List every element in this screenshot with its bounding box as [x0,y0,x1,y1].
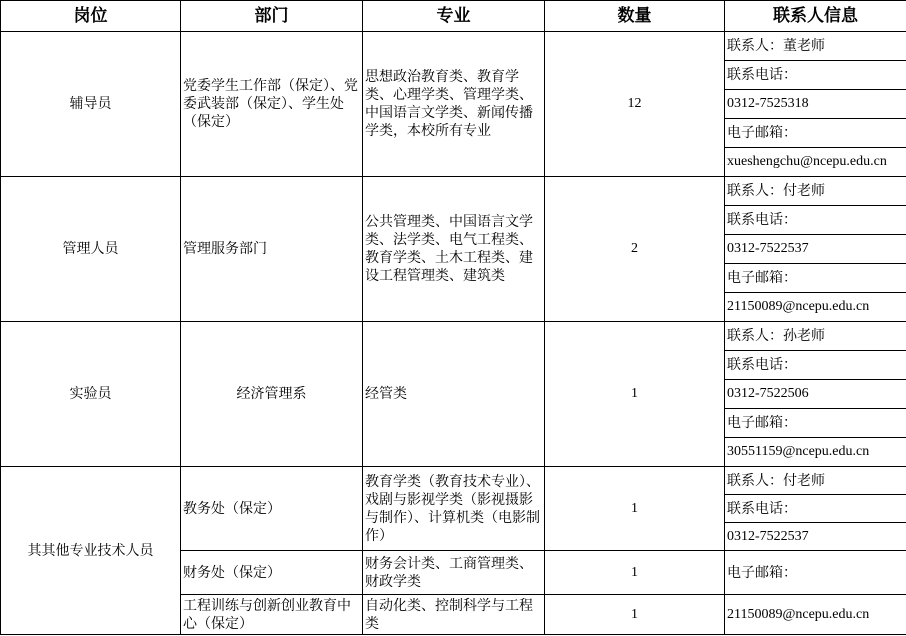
contact-person: 联系人：付老师 [725,177,906,206]
position-cell: 辅导员 [1,32,181,177]
phone-label: 联系电话： [725,495,906,523]
header-position: 岗位 [1,1,181,32]
major-cell: 教育学类（教育技术专业）、戏剧与影视学类（影视摄影与制作）、计算机类（电影制作） [363,467,545,551]
count-cell: 1 [545,467,725,551]
table-row [1,322,906,351]
count-cell: 1 [545,322,725,467]
count-cell: 1 [545,551,725,595]
department-cell: 党委学生工作部（保定）、党委武装部（保定）、学生处（保定） [181,32,363,177]
contact-person: 联系人：孙老师 [725,322,906,351]
phone-value: 0312-7525318 [725,90,906,119]
header-contact: 联系人信息 [725,1,906,32]
phone-label: 联系电话： [725,61,906,90]
phone-label: 联系电话： [725,351,906,380]
contact-person: 联系人：董老师 [725,32,906,61]
count-cell: 1 [545,595,725,635]
major-cell: 思想政治教育类、教育学类、心理学类、管理学类、中国语言文学类、新闻传播学类，本校所有专业 [363,32,545,177]
email-value: 21150089@ncepu.edu.cn [725,293,906,322]
count-cell: 12 [545,32,725,177]
email-value: 21150089@ncepu.edu.cn [725,595,906,635]
header-count: 数量 [545,1,725,32]
contact-person: 联系人：付老师 [725,467,906,495]
department-cell: 教务处（保定） [181,467,363,551]
table-row [1,32,906,61]
email-label: 电子邮箱： [725,409,906,438]
major-cell: 自动化类、控制科学与工程类 [363,595,545,635]
major-cell: 经管类 [363,322,545,467]
count-cell: 2 [545,177,725,322]
department-cell: 经济管理系 [181,322,363,467]
phone-value: 0312-7522537 [725,235,906,264]
phone-value: 0312-7522537 [725,523,906,551]
position-cell: 管理人员 [1,177,181,322]
position-cell: 其其他专业技术人员 [1,467,181,635]
position-cell: 实验员 [1,322,181,467]
table-row [1,467,906,495]
header-department: 部门 [181,1,363,32]
table-row [1,177,906,206]
email-label: 电子邮箱： [725,551,906,595]
phone-label: 联系电话： [725,206,906,235]
phone-value: 0312-7522506 [725,380,906,409]
department-cell: 管理服务部门 [181,177,363,322]
major-cell: 财务会计类、工商管理类、财政学类 [363,551,545,595]
header-row [1,1,906,32]
major-cell: 公共管理类、中国语言文学类、法学类、电气工程类、教育学类、土木工程类、建设工程管理类、建筑类 [363,177,545,322]
email-value: xueshengchu@ncepu.edu.cn [725,148,906,177]
email-label: 电子邮箱： [725,119,906,148]
department-cell: 财务处（保定） [181,551,363,595]
department-cell: 工程训练与创新创业教育中心（保定） [181,595,363,635]
email-value: 30551159@ncepu.edu.cn [725,438,906,467]
email-label: 电子邮箱： [725,264,906,293]
header-major: 专业 [363,1,545,32]
